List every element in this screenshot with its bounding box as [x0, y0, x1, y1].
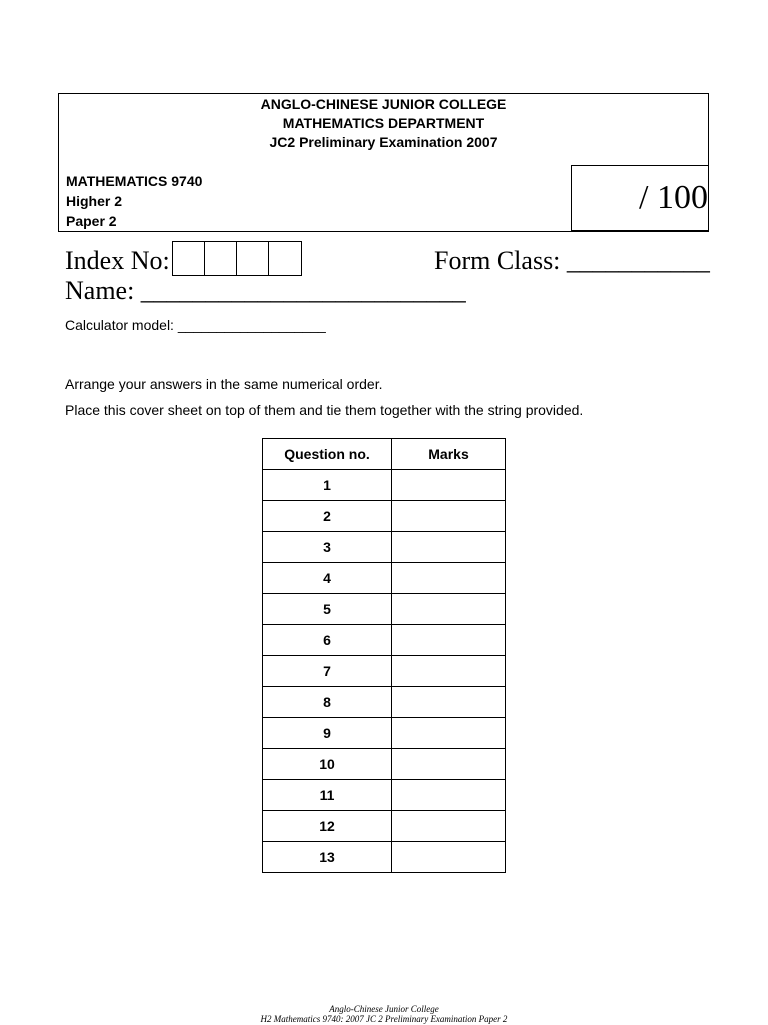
marks-cell[interactable] — [392, 780, 506, 811]
table-row — [263, 470, 506, 501]
index-digit-box[interactable] — [237, 242, 269, 275]
marks-cell[interactable] — [392, 470, 506, 501]
subject-level: Higher 2 — [66, 193, 123, 209]
question-number: 12 — [263, 811, 392, 842]
table-row — [263, 563, 506, 594]
exam-title: JC2 Preliminary Examination 2007 — [269, 134, 498, 150]
name-field[interactable]: Name: _________________________ — [65, 276, 466, 305]
table-row — [263, 687, 506, 718]
total-marks-box — [571, 165, 709, 231]
instruction-cover-sheet: Place this cover sheet on top of them and tie them together with the string provided. — [65, 402, 584, 418]
instruction-arrange: Arrange your answers in the same numerical order. — [65, 376, 383, 392]
marks-cell[interactable] — [392, 656, 506, 687]
college-name: ANGLO-CHINESE JUNIOR COLLEGE — [260, 96, 507, 112]
form-class-field[interactable]: Form Class: ___________ — [434, 246, 710, 275]
table-row — [263, 594, 506, 625]
marks-cell[interactable] — [392, 563, 506, 594]
table-row — [263, 749, 506, 780]
question-number: 6 — [263, 625, 392, 656]
question-number: 11 — [263, 780, 392, 811]
index-label: Index No: — [65, 246, 170, 275]
marks-cell[interactable] — [392, 594, 506, 625]
question-number: 13 — [263, 842, 392, 873]
calculator-model-field[interactable]: Calculator model: ___________________ — [65, 317, 326, 333]
paper-number: Paper 2 — [66, 213, 117, 229]
table-row — [263, 656, 506, 687]
total-marks: / 100 — [639, 179, 708, 216]
question-number: 5 — [263, 594, 392, 625]
department-name: MATHEMATICS DEPARTMENT — [282, 115, 485, 131]
table-row — [263, 842, 506, 873]
index-digit-box[interactable] — [173, 242, 205, 275]
table-row — [263, 718, 506, 749]
table-row — [263, 501, 506, 532]
question-column-header: Question no. — [263, 439, 392, 470]
marks-cell[interactable] — [392, 718, 506, 749]
index-digit-box[interactable] — [269, 242, 301, 275]
marks-cell[interactable] — [392, 811, 506, 842]
question-number: 1 — [263, 470, 392, 501]
subject-code: MATHEMATICS 9740 — [66, 173, 203, 189]
table-row — [263, 625, 506, 656]
marks-cell[interactable] — [392, 842, 506, 873]
footer-college: Anglo-Chinese Junior College — [329, 1004, 439, 1014]
marks-column-header: Marks — [392, 439, 506, 470]
marks-cell[interactable] — [392, 687, 506, 718]
footer-paper: H2 Mathematics 9740: 2007 JC 2 Preliminary Examination Paper 2 — [260, 1014, 508, 1024]
index-number-boxes[interactable] — [172, 241, 302, 276]
question-number: 10 — [263, 749, 392, 780]
question-number: 4 — [263, 563, 392, 594]
table-row — [263, 532, 506, 563]
marks-cell[interactable] — [392, 532, 506, 563]
question-number: 8 — [263, 687, 392, 718]
table-row — [263, 811, 506, 842]
question-number: 3 — [263, 532, 392, 563]
table-row — [263, 780, 506, 811]
header-box — [58, 93, 709, 232]
question-number: 2 — [263, 501, 392, 532]
index-digit-box[interactable] — [205, 242, 237, 275]
marks-cell[interactable] — [392, 501, 506, 532]
marks-cell[interactable] — [392, 625, 506, 656]
question-number: 9 — [263, 718, 392, 749]
marks-cell[interactable] — [392, 749, 506, 780]
question-number: 7 — [263, 656, 392, 687]
marks-table — [262, 438, 506, 873]
